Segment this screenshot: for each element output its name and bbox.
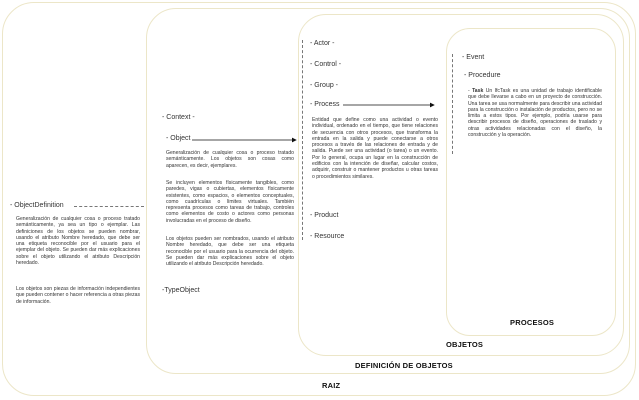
objects-information-description: Los objetos son piezas de información independientes que pueden contener o hacer referencia a otras piezas de información.	[16, 286, 140, 305]
task-description	[468, 88, 602, 138]
task-text: Un IfcTask es una unidad de trabajo identificable que debe llevarse a cabo en un proyecto de construcción. Una tarea se usa normalmente para describir una actividad para la construcción o instalación de productos, pero no se limita a estos tipos. Por ejemplo, podría usarse para describir procesos de diseño, operaciones de traslado y otras actividades relacionadas con el diseño, la construcción y la operación.	[468, 88, 602, 139]
task-label: Task	[472, 88, 484, 94]
object-description-3: Los objetos pueden ser nombrados, usando el atributo Nombre heredado, que debe ser una etiqueta reconocible por el usuario para la ocurrencia del objeto. Se pueden dar más explicaciones sobre el objeto utilizando el atributo Descripción heredado.	[166, 236, 294, 268]
object-description-2: Se incluyen elementos físicamente tangibles, como paredes, vigas o cubiertas, elementos físicamente existentes, como espacios, o elementos conceptuales, como cuadrículas o límites virtuales. También representa procesos como tareas de trabajo, controles como elementos de costo o actores como personas involucradas en el proceso de diseño.	[166, 180, 294, 224]
definicion-objetos-title: DEFINICIÓN DE OBJETOS	[355, 361, 453, 370]
procesos-title: PROCESOS	[510, 318, 555, 327]
process-description: Entidad que define como una actividad o evento individual, ordenado en el tiempo, que tiene relaciones de secuencia con otros procesos, que transforma la entrada en la salida y puede conectarse a otros procesos a través de las relaciones de entrada y de salida. Puede ser una actividad (o tarea) o un evento. Por lo general, ocupa un lugar en la construcción de edificios con la intención de diseñar, calcular costos, adquirir, construir o mantener productos u otras tareas o procedimientos similares.	[312, 117, 438, 180]
procesos-vertical-connector	[452, 54, 453, 154]
procedure-label: - Procedure	[464, 72, 501, 79]
process-label: - Process	[310, 101, 340, 108]
object-label: - Object	[166, 135, 191, 142]
objectdefinition-label: - ObjectDefinition	[10, 202, 64, 209]
object-description-1: Generalización de cualquier cosa o proceso tratado semánticamente. Los objetos son cosas como aparecen, es decir, ejemplares.	[166, 150, 294, 169]
control-label: - Control -	[310, 61, 342, 68]
objectdefinition-connector	[74, 206, 144, 207]
context-label: - Context -	[162, 114, 195, 121]
group-label: - Group -	[310, 82, 339, 89]
typeobject-label: -TypeObject	[162, 287, 200, 294]
event-label: - Event	[462, 54, 485, 61]
product-label: - Product	[310, 212, 339, 219]
actor-label: - Actor -	[310, 40, 335, 47]
raiz-title: RAIZ	[322, 381, 341, 390]
resource-label: - Resource	[310, 233, 345, 240]
objectdefinition-description: Generalización de cualquier cosa o proceso tratado semánticamente, ya sea un tipo o ejemplar. Las definiciones de los objetos se pueden nombrar, usando el atributo Nombre heredado, que debe ser una etiqueta reconocible por el usuario para el ejemplar del objeto. Se pueden dar más explicaciones sobre el objeto utilizando el atributo Descripción heredado.	[16, 216, 140, 267]
objetos-vertical-connector	[302, 40, 303, 240]
task-prefix: -	[468, 88, 473, 94]
objetos-title: OBJETOS	[446, 340, 484, 349]
